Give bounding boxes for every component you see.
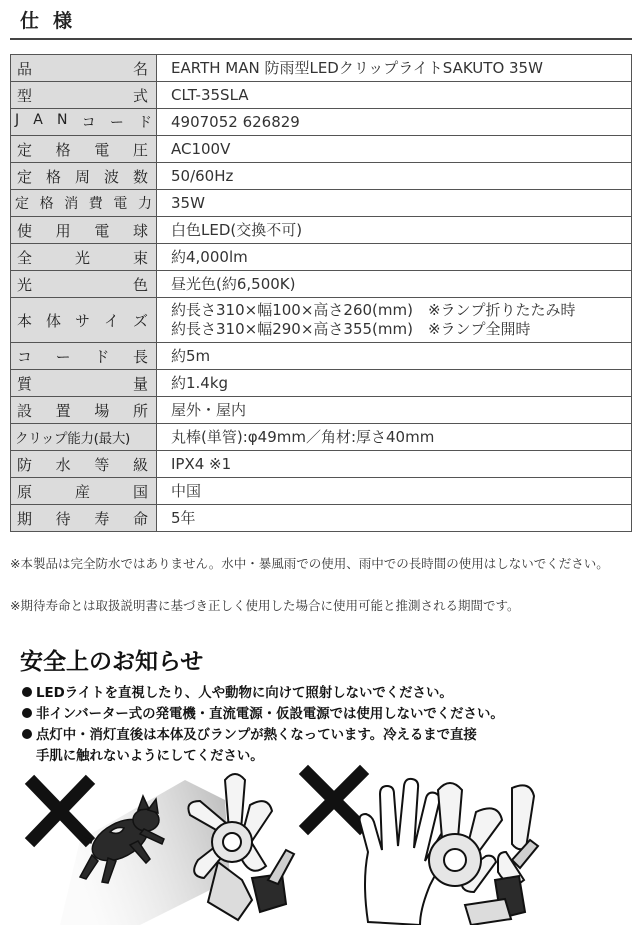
- spec-row: [11, 424, 632, 451]
- spec-value: [157, 451, 632, 478]
- spec-key-char: イ: [103, 311, 119, 330]
- spec-key-char: 命: [132, 509, 148, 528]
- spec-key: [11, 55, 157, 82]
- spec-key-char: 束: [132, 248, 148, 267]
- spec-key: [11, 244, 157, 271]
- spec-key-char: A: [33, 112, 43, 128]
- spec-key: [11, 271, 157, 298]
- note-lifetime: ※期待寿命とは取扱説明書に基づき正しく使用した場合に使用可能と推測される期間です。: [10, 598, 520, 613]
- spec-value-line: 昼光色(約6,500K): [171, 274, 296, 293]
- spec-key-char: 質: [17, 374, 33, 393]
- spec-key-char: 使: [17, 221, 33, 240]
- safety-bullet-3-cont: 手肌に触れないようにしてください。: [36, 749, 264, 764]
- spec-key-char: 電: [94, 221, 110, 240]
- spec-value-line: AC100V: [171, 139, 231, 158]
- spec-row: [11, 505, 632, 532]
- spec-key: [11, 109, 157, 136]
- spec-value-line: 約長さ310×幅100×高さ260(mm) ※ランプ折りたたみ時: [171, 301, 576, 319]
- spec-key-char: N: [57, 112, 68, 128]
- safety-list: [22, 683, 632, 767]
- spec-key: [11, 397, 157, 424]
- spec-key: [11, 82, 157, 109]
- spec-key-char: 定: [17, 140, 33, 159]
- spec-key-char: 格: [39, 196, 54, 212]
- illustration-no-touch-hot: [290, 760, 620, 925]
- spec-value: [157, 298, 632, 343]
- title-divider: [10, 38, 632, 40]
- spec-key-char: 周: [74, 167, 90, 186]
- spec-key-char: 寿: [94, 509, 110, 528]
- spec-value-line: 白色LED(交換不可): [171, 220, 303, 239]
- spec-key-char: 長: [132, 347, 148, 366]
- spec-key-char: 級: [132, 455, 148, 474]
- spec-key-char: 原: [17, 482, 33, 501]
- spec-row: [11, 370, 632, 397]
- spec-value-line: 4907052 626829: [171, 112, 300, 131]
- spec-key-char: ド: [137, 115, 152, 131]
- bullet-dot-icon: [22, 729, 32, 739]
- spec-key-char: 設: [17, 401, 33, 420]
- spec-key-char: J: [15, 112, 20, 128]
- spec-value-line: 約1.4kg: [171, 373, 229, 392]
- spec-key-char: ズ: [132, 311, 148, 330]
- spec-key-char: 力: [137, 196, 152, 212]
- spec-key-char: 球: [132, 221, 148, 240]
- spec-key: [11, 298, 157, 343]
- spec-key-char: 色: [132, 275, 148, 294]
- spec-key: [11, 478, 157, 505]
- spec-key-char: 用: [55, 221, 71, 240]
- spec-row: [11, 136, 632, 163]
- spec-key-char: 定: [17, 167, 33, 186]
- spec-key-char: ー: [109, 115, 124, 131]
- spec-value: [157, 505, 632, 532]
- spec-value-line: 約長さ310×幅290×高さ355(mm) ※ランプ全開時: [171, 320, 531, 338]
- spec-value: [157, 424, 632, 451]
- spec-value: [157, 343, 632, 370]
- spec-key-char: 格: [45, 167, 61, 186]
- spec-key-char: ド: [94, 347, 110, 366]
- spec-key-char: 光: [17, 275, 33, 294]
- spec-key-char: 本: [17, 311, 33, 330]
- spec-key: [11, 343, 157, 370]
- spec-value-line: 丸棒(単管):φ49mm／角材:厚さ40mm: [171, 427, 435, 446]
- spec-value-line: 屋外・屋内: [171, 400, 247, 419]
- spec-key-char: 定: [15, 196, 29, 212]
- spec-key-char: サ: [74, 311, 90, 330]
- spec-key: [11, 136, 157, 163]
- spec-row: [11, 343, 632, 370]
- spec-key-char: 電: [94, 140, 110, 159]
- spec-row: [11, 298, 632, 343]
- spec-value-line: 35W: [171, 193, 205, 212]
- spec-value: [157, 244, 632, 271]
- clip-light-icon: [429, 783, 538, 925]
- illustration-no-aim-at-animals: [20, 760, 300, 925]
- spec-key-char: 期: [17, 509, 33, 528]
- safety-bullet-3: 点灯中・消灯直後は本体及びランプが熱くなっています。冷えるまで直接: [22, 725, 632, 746]
- spec-value-line: EARTH MAN 防雨型LEDクリップライトSAKUTO 35W: [171, 58, 543, 77]
- spec-key-char: 費: [88, 196, 103, 212]
- spec-key-char: 名: [132, 59, 148, 78]
- spec-key: [11, 505, 157, 532]
- spec-value-line: IPX4 ※1: [171, 454, 232, 473]
- spec-value: [157, 271, 632, 298]
- safety-bullet-2: 非インバーター式の発電機・直流電源・仮設電源では使用しないでください。: [22, 704, 632, 725]
- spec-value-line: 中国: [171, 481, 202, 500]
- cross-mark-icon: [308, 774, 360, 826]
- spec-value: [157, 478, 632, 505]
- spec-key-char: 波: [103, 167, 119, 186]
- spec-value: [157, 190, 632, 217]
- spec-key-char: 品: [17, 59, 33, 78]
- spec-row: [11, 244, 632, 271]
- spec-key-char: コ: [81, 115, 96, 131]
- spec-key-char: 防: [17, 455, 33, 474]
- spec-key-char: 消: [64, 196, 79, 212]
- spec-key-char: 電: [113, 196, 128, 212]
- spec-key-char: 産: [74, 482, 90, 501]
- spec-key: [11, 424, 157, 451]
- spec-key-char: 型: [17, 86, 33, 105]
- spec-key-char: 待: [55, 509, 71, 528]
- spec-key-char: 格: [55, 140, 71, 159]
- spec-value: [157, 136, 632, 163]
- spec-row: [11, 451, 632, 478]
- spec-key-char: ー: [55, 347, 71, 366]
- spec-key-char: 体: [45, 311, 61, 330]
- spec-value: [157, 55, 632, 82]
- spec-key: [11, 451, 157, 478]
- spec-row: [11, 397, 632, 424]
- spec-row: [11, 217, 632, 244]
- spec-key-char: 数: [132, 167, 148, 186]
- spec-value: [157, 217, 632, 244]
- spec-key: [11, 217, 157, 244]
- spec-key-char: クリップ能力(最大): [15, 431, 130, 447]
- spec-value: [157, 82, 632, 109]
- spec-key-char: 場: [94, 401, 110, 420]
- spec-row: [11, 478, 632, 505]
- spec-row: [11, 271, 632, 298]
- spec-key-char: 置: [55, 401, 71, 420]
- spec-row: [11, 82, 632, 109]
- spec-key-char: 式: [132, 86, 148, 105]
- safety-bullet-1: LEDライトを直視したり、人や動物に向けて照射しないでください。: [22, 683, 632, 704]
- spec-value-line: 約4,000lm: [171, 247, 248, 266]
- spec-key-char: 量: [132, 374, 148, 393]
- spec-value-line: 50/60Hz: [171, 166, 234, 185]
- spec-row: [11, 163, 632, 190]
- spec-key-char: コ: [17, 347, 33, 366]
- spec-value-line: CLT-35SLA: [171, 85, 249, 104]
- spec-row: [11, 109, 632, 136]
- bullet-dot-icon: [22, 708, 32, 718]
- spec-row: [11, 55, 632, 82]
- safety-title: 安全上のお知らせ: [20, 649, 204, 675]
- spec-key-char: 等: [94, 455, 110, 474]
- spec-key: [11, 190, 157, 217]
- note-waterproof: ※本製品は完全防水ではありません。水中・暴風雨での使用、雨中での長時間の使用はしないでください。: [10, 556, 609, 571]
- spec-value: [157, 163, 632, 190]
- spec-key-char: 水: [55, 455, 71, 474]
- spec-value-line: 5年: [171, 508, 196, 527]
- spec-value: [157, 397, 632, 424]
- spec-table: [10, 54, 632, 532]
- spec-key-char: 全: [17, 248, 33, 267]
- bullet-dot-icon: [22, 687, 32, 697]
- section-title: 仕様: [20, 10, 87, 32]
- spec-key-char: 所: [132, 401, 148, 420]
- cross-mark-icon: [34, 784, 86, 838]
- spec-key-char: 国: [132, 482, 148, 501]
- spec-value-line: 約5m: [171, 346, 211, 365]
- spec-key-char: 圧: [132, 140, 148, 159]
- spec-key: [11, 163, 157, 190]
- spec-key-char: 光: [74, 248, 90, 267]
- spec-key: [11, 370, 157, 397]
- spec-row: [11, 190, 632, 217]
- spec-value: [157, 109, 632, 136]
- spec-value: [157, 370, 632, 397]
